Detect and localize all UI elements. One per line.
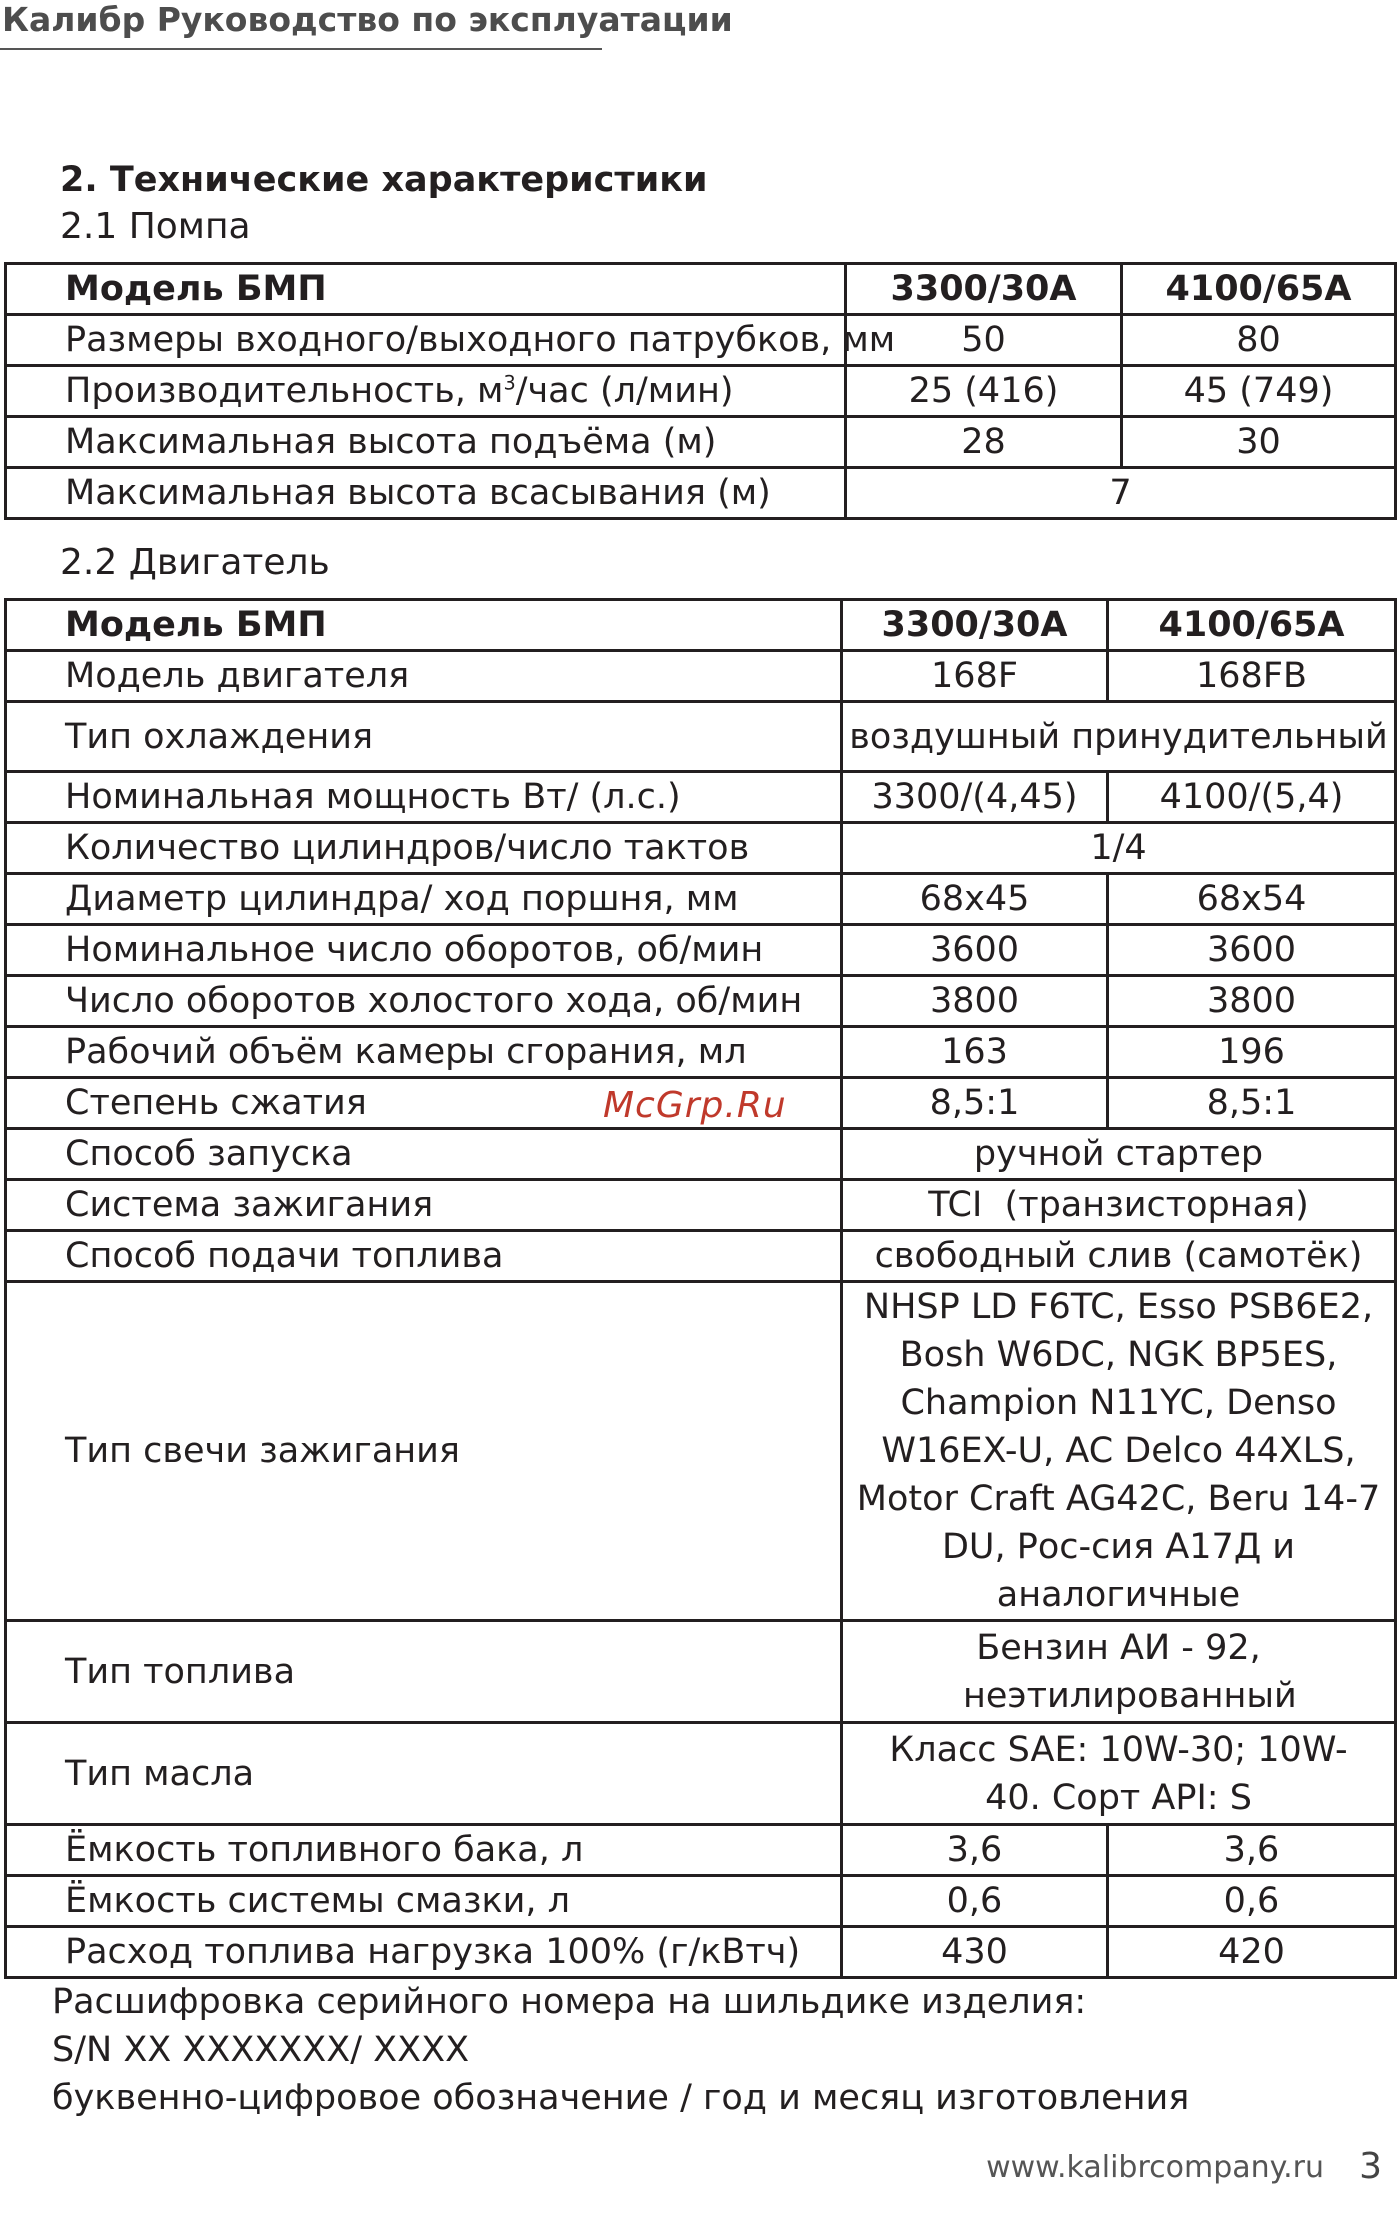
table-row — [6, 1180, 1396, 1231]
table-row — [6, 417, 1396, 468]
row-value-4100: 196 — [1108, 1027, 1396, 1078]
header-col-4100: 4100/65А — [1108, 600, 1396, 651]
serial-note-line1: Расшифровка серийного номера на шильдике изделия: — [52, 1982, 1087, 2022]
row-value-3300: 3800 — [842, 976, 1108, 1027]
row-label: Система зажигания — [6, 1180, 842, 1231]
header-label: Модель БМП — [6, 600, 842, 651]
header-title: Калибр Руководство по эксплуатации — [2, 0, 733, 39]
row-value-4100: 168FB — [1108, 651, 1396, 702]
row-label: Номинальная мощность Вт/ (л.с.) — [6, 772, 842, 823]
row-label: Расход топлива нагрузка 100% (г/кВтч) — [6, 1927, 842, 1978]
row-value-4100: 45 (749) — [1122, 366, 1396, 417]
row-value-3300: 68х45 — [842, 874, 1108, 925]
row-value-4100: 30 — [1122, 417, 1396, 468]
row-value-3300: 3600 — [842, 925, 1108, 976]
row-value-4100: 0,6 — [1108, 1876, 1396, 1927]
row-value-4100: 420 — [1108, 1927, 1396, 1978]
row-label: Тип топлива — [6, 1621, 842, 1723]
row-label: Способ запуска — [6, 1129, 842, 1180]
row-label: Модель двигателя — [6, 651, 842, 702]
row-label: Число оборотов холостого хода, об/мин — [6, 976, 842, 1027]
table-row — [6, 874, 1396, 925]
row-label: Ёмкость топливного бака, л — [6, 1825, 842, 1876]
row-value-shared: Класс SAE: 10W-30; 10W-40. Сорт API: S — [842, 1723, 1396, 1825]
row-label: Номинальное число оборотов, об/мин — [6, 925, 842, 976]
table-row — [6, 823, 1396, 874]
serial-note-line3: буквенно-цифровое обозначение / год и месяц изготовления — [52, 2078, 1190, 2118]
table-header-row — [6, 600, 1396, 651]
table-row — [6, 976, 1396, 1027]
row-label: Способ подачи топлива — [6, 1231, 842, 1282]
row-value-4100: 68х54 — [1108, 874, 1396, 925]
row-label: Тип масла — [6, 1723, 842, 1825]
row-value-4100: 80 — [1122, 315, 1396, 366]
row-value-shared: TCI (транзисторная) — [842, 1180, 1396, 1231]
row-value-3300: 3300/(4,45) — [842, 772, 1108, 823]
table-row — [6, 1723, 1396, 1825]
row-value-3300: 430 — [842, 1927, 1108, 1978]
row-label: Размеры входного/выходного патрубков, мм — [6, 315, 846, 366]
row-value-3300: 28 — [846, 417, 1122, 468]
row-label: Рабочий объём камеры сгорания, мл — [6, 1027, 842, 1078]
page-number: 3 — [1359, 2146, 1382, 2187]
row-value-shared: NHSP LD F6TC, Esso PSB6E2, Bosh W6DC, NGK BP5ES, Champion N11YC, Denso W16EX-U, AC Delco 44XLS, Motor Craft AG42C, Beru 14-7 DU, Рос-сия А17Д и аналогичные — [842, 1282, 1396, 1621]
footer-website[interactable]: www.kalibrcompany.ru — [986, 2150, 1324, 2185]
table-row — [6, 1282, 1396, 1621]
row-value-shared: 1/4 — [842, 823, 1396, 874]
row-label: Тип свечи зажигания — [6, 1282, 842, 1621]
table-row — [6, 772, 1396, 823]
row-value-shared: ручной стартер — [842, 1129, 1396, 1180]
row-value-4100: 3,6 — [1108, 1825, 1396, 1876]
engine-subtitle: 2.2 Двигатель — [60, 542, 330, 583]
row-value-3300: 0,6 — [842, 1876, 1108, 1927]
serial-note-line2: S/N XX XXXXXXX/ XXXX — [52, 2030, 470, 2070]
row-label: Диаметр цилиндра/ ход поршня, мм — [6, 874, 842, 925]
table-row — [6, 651, 1396, 702]
table-row — [6, 1129, 1396, 1180]
row-label: Ёмкость системы смазки, л — [6, 1876, 842, 1927]
watermark: McGrp.Ru — [603, 1085, 787, 1126]
row-value-shared: воздушный принудительный — [842, 702, 1396, 772]
table-row — [6, 702, 1396, 772]
row-value-3300: 25 (416) — [846, 366, 1122, 417]
header-label: Модель БМП — [6, 264, 846, 315]
row-label: Количество цилиндров/число тактов — [6, 823, 842, 874]
table-row — [6, 315, 1396, 366]
table-row — [6, 1621, 1396, 1723]
page-header — [0, 0, 733, 50]
engine-spec-table — [4, 598, 1397, 1979]
row-label: Тип охлаждения — [6, 702, 842, 772]
row-label: Производительность, $м^3$/час (л/мин) — [6, 366, 846, 417]
row-value-4100: 8,5:1 — [1108, 1078, 1396, 1129]
row-value-3300: 3,6 — [842, 1825, 1108, 1876]
table-header-row — [6, 264, 1396, 315]
row-value-4100: 3600 — [1108, 925, 1396, 976]
pump-subtitle: 2.1 Помпа — [60, 206, 251, 247]
row-label: Степень сжатия — [6, 1078, 842, 1129]
header-col-3300: 3300/30А — [846, 264, 1122, 315]
row-value-shared: 7 — [846, 468, 1396, 519]
row-label: Максимальная высота подъёма (м) — [6, 417, 846, 468]
row-value-3300: 168F — [842, 651, 1108, 702]
row-label: Максимальная высота всасывания (м) — [6, 468, 846, 519]
row-value-shared: Бензин АИ - 92, неэтилированный — [842, 1621, 1396, 1723]
table-row — [6, 1876, 1396, 1927]
table-row — [6, 1231, 1396, 1282]
table-row — [6, 468, 1396, 519]
table-row — [6, 366, 1396, 417]
row-value-4100: 4100/(5,4) — [1108, 772, 1396, 823]
table-row — [6, 1927, 1396, 1978]
row-value-shared: свободный слив (самотёк) — [842, 1231, 1396, 1282]
row-value-3300: 163 — [842, 1027, 1108, 1078]
header-col-4100: 4100/65А — [1122, 264, 1396, 315]
table-row — [6, 1825, 1396, 1876]
pump-spec-table — [4, 262, 1397, 520]
row-value-3300: 50 — [846, 315, 1122, 366]
row-value-4100: 3800 — [1108, 976, 1396, 1027]
section-title: 2. Технические характеристики — [60, 160, 708, 200]
table-row — [6, 1027, 1396, 1078]
header-col-3300: 3300/30А — [842, 600, 1108, 651]
row-value-3300: 8,5:1 — [842, 1078, 1108, 1129]
table-row — [6, 925, 1396, 976]
